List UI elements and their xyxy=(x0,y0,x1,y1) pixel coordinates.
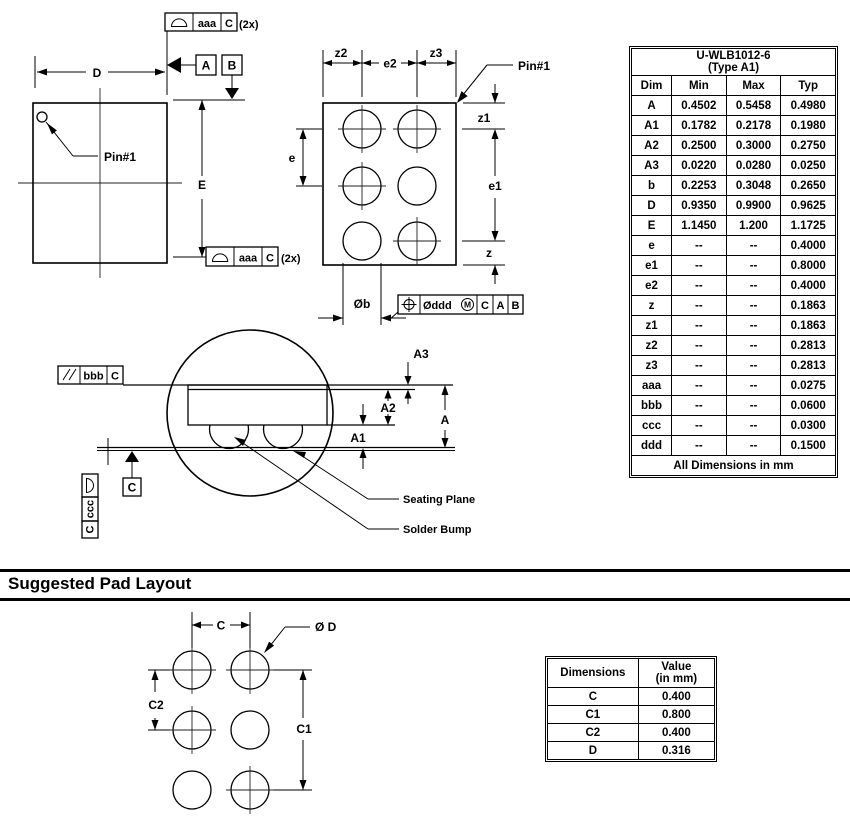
table-row xyxy=(632,376,836,396)
pin1-label: Pin#1 xyxy=(104,150,137,164)
profile-of-surface-icon xyxy=(172,19,187,27)
solder-bump-label: Solder Bump xyxy=(403,524,472,536)
pad-value-table-body xyxy=(548,688,715,760)
table-row xyxy=(632,276,836,296)
table-cell: A2 xyxy=(632,136,672,156)
dim-e1-label: e1 xyxy=(488,179,502,193)
svg-text:A: A xyxy=(201,58,211,73)
table-cell: -- xyxy=(672,256,727,276)
table-row xyxy=(548,742,715,760)
fcf-parallelism xyxy=(58,366,123,384)
table-cell: 0.400 xyxy=(638,688,714,706)
table-cell: 0.2178 xyxy=(726,116,781,136)
svg-text:bbb: bbb xyxy=(83,370,104,383)
table-cell: 0.800 xyxy=(638,706,714,724)
table-row xyxy=(632,396,836,416)
table-cell: -- xyxy=(672,336,727,356)
fcf-position xyxy=(389,295,523,320)
table-row xyxy=(548,724,715,742)
dim-e-pitch-label: e xyxy=(288,151,296,165)
table-row xyxy=(632,96,836,116)
pad-array xyxy=(168,646,274,814)
table-cell: 0.1500 xyxy=(781,436,836,456)
table-cell: 0.3048 xyxy=(726,176,781,196)
datum-triangle xyxy=(125,451,139,462)
svg-text:(2x): (2x) xyxy=(281,253,301,265)
table-cell: 1.1450 xyxy=(672,216,727,236)
table-cell: -- xyxy=(672,376,727,396)
svg-text:B: B xyxy=(511,300,520,312)
table-cell: 0.0300 xyxy=(781,416,836,436)
svg-text:A: A xyxy=(496,300,505,312)
table-cell: b xyxy=(632,176,672,196)
table-cell: 1.1725 xyxy=(781,216,836,236)
table-row xyxy=(632,256,836,276)
table-row xyxy=(632,156,836,176)
table-cell: ddd xyxy=(632,436,672,456)
table-cell: 0.8000 xyxy=(781,256,836,276)
table-row xyxy=(632,356,836,376)
table-cell: 0.2253 xyxy=(672,176,727,196)
dim-z2-label: z2 xyxy=(334,46,348,60)
true-position-icon xyxy=(402,297,417,312)
svg-text:C: C xyxy=(84,525,97,534)
dim-phi-d-label: Ø D xyxy=(315,620,337,634)
dim-d-label: D xyxy=(92,66,102,80)
table-cell: e2 xyxy=(632,276,672,296)
col-header-dim: Dim xyxy=(632,76,672,96)
table-cell: z xyxy=(632,296,672,316)
table-cell: -- xyxy=(672,296,727,316)
table-cell: 0.2650 xyxy=(781,176,836,196)
svg-text:C: C xyxy=(127,480,137,495)
datum-c xyxy=(123,451,141,496)
dim-a2-label: A2 xyxy=(380,401,396,415)
table-cell: -- xyxy=(672,316,727,336)
table-cell: C1 xyxy=(548,706,639,724)
table-cell: 0.9625 xyxy=(781,196,836,216)
datum-triangle xyxy=(167,57,181,73)
dim-a-label: A xyxy=(440,413,450,427)
table-cell: bbb xyxy=(632,396,672,416)
table-cell: -- xyxy=(726,276,781,296)
table-cell: ccc xyxy=(632,416,672,436)
datum-b xyxy=(222,55,242,99)
table-cell: C2 xyxy=(548,724,639,742)
dimension-table-body xyxy=(632,96,836,456)
dim-e2-label: e2 xyxy=(383,56,397,71)
table-cell: z1 xyxy=(632,316,672,336)
dim-z1-label: z1 xyxy=(477,111,491,125)
dim-c2-label: C2 xyxy=(148,698,164,712)
table-cell: 1.200 xyxy=(726,216,781,236)
leader-arrow xyxy=(47,123,57,134)
table-cell: D xyxy=(632,196,672,216)
svg-text:M: M xyxy=(463,299,472,310)
col-header-min: Min xyxy=(672,76,727,96)
svg-text:C: C xyxy=(111,370,119,383)
table-row xyxy=(632,296,836,316)
table-cell: aaa xyxy=(632,376,672,396)
table-row xyxy=(632,236,836,256)
package-body-section xyxy=(188,385,327,425)
table-title xyxy=(632,49,836,76)
svg-text:aaa: aaa xyxy=(238,252,258,265)
table-row xyxy=(632,336,836,356)
fcf-profile-side xyxy=(82,474,98,538)
table-row xyxy=(632,316,836,336)
dim-phi-b-label: Øb xyxy=(353,297,371,311)
table-cell: 0.2813 xyxy=(781,336,836,356)
fcf-profile-top xyxy=(165,13,259,31)
table-cell: 0.9350 xyxy=(672,196,727,216)
pad-value-table xyxy=(545,656,717,762)
svg-text:C: C xyxy=(266,252,274,265)
fcf-profile-bottom xyxy=(206,247,301,266)
table-row xyxy=(548,688,715,706)
svg-text:ccc: ccc xyxy=(84,499,97,519)
table-cell: z2 xyxy=(632,336,672,356)
table-cell: 0.9900 xyxy=(726,196,781,216)
table-cell: 0.4000 xyxy=(781,276,836,296)
table-cell: z3 xyxy=(632,356,672,376)
datum-a xyxy=(167,55,216,75)
table-cell: 0.3000 xyxy=(726,136,781,156)
table-row xyxy=(632,216,836,236)
table-cell: -- xyxy=(726,396,781,416)
value-header-line2: (in mm) xyxy=(655,673,698,686)
profile-of-surface-icon xyxy=(213,254,228,262)
table-cell: 0.0220 xyxy=(672,156,727,176)
table-cell: D xyxy=(548,742,639,760)
value-header-line1: Value xyxy=(661,661,692,673)
table-cell: -- xyxy=(672,436,727,456)
table-cell: 0.0250 xyxy=(781,156,836,176)
table-cell: E xyxy=(632,216,672,236)
col-header-dimensions: Dimensions xyxy=(548,659,639,688)
svg-text:C: C xyxy=(225,18,233,30)
table-cell: -- xyxy=(726,376,781,396)
table-title-line2: (Type A1) xyxy=(707,62,760,74)
table-cell: 0.1863 xyxy=(781,316,836,336)
table-cell: -- xyxy=(726,316,781,336)
dim-c-label: C xyxy=(216,618,226,633)
table-cell: -- xyxy=(726,336,781,356)
col-header-max: Max xyxy=(726,76,781,96)
seating-plane-label: Seating Plane xyxy=(403,494,476,506)
table-cell: 0.2750 xyxy=(781,136,836,156)
table-cell: -- xyxy=(726,256,781,276)
table-cell: 0.4502 xyxy=(672,96,727,116)
table-footer-row xyxy=(632,456,836,476)
table-cell: -- xyxy=(726,416,781,436)
table-cell: 0.2813 xyxy=(781,356,836,376)
table-cell: -- xyxy=(726,436,781,456)
table-cell: 0.0275 xyxy=(781,376,836,396)
table-cell: -- xyxy=(672,416,727,436)
table-cell: -- xyxy=(672,396,727,416)
table-cell: -- xyxy=(726,236,781,256)
svg-text:aaa: aaa xyxy=(197,18,217,30)
table-title-line1: U-WLB1012-6 xyxy=(696,50,771,62)
table-cell: 0.0600 xyxy=(781,396,836,416)
table-row xyxy=(632,136,836,156)
table-cell: 0.0280 xyxy=(726,156,781,176)
dim-a3-label: A3 xyxy=(413,347,429,361)
table-cell: 0.5458 xyxy=(726,96,781,116)
parallelism-icon xyxy=(63,369,76,380)
table-cell: 0.1782 xyxy=(672,116,727,136)
dim-z3-label: z3 xyxy=(429,46,443,60)
table-row xyxy=(632,116,836,136)
table-cell: -- xyxy=(726,356,781,376)
table-cell: -- xyxy=(672,236,727,256)
pad-layout-drawing xyxy=(0,560,850,820)
table-cell: e xyxy=(632,236,672,256)
table-header-row xyxy=(632,76,836,96)
dim-z-label: z xyxy=(486,246,492,260)
dimension-table xyxy=(629,46,838,478)
table-row xyxy=(548,706,715,724)
pad-layout-section-title: Suggested Pad Layout xyxy=(8,574,192,593)
table-cell: A3 xyxy=(632,156,672,176)
table-cell: 0.2500 xyxy=(672,136,727,156)
leader-arrow xyxy=(457,91,468,103)
table-cell: -- xyxy=(726,296,781,316)
package-top-view xyxy=(18,13,301,278)
table-cell: -- xyxy=(672,276,727,296)
table-row xyxy=(632,176,836,196)
table-cell: 0.1863 xyxy=(781,296,836,316)
table-cell: A1 xyxy=(632,116,672,136)
table-row xyxy=(632,196,836,216)
svg-text:C: C xyxy=(481,300,489,312)
table-footer: All Dimensions in mm xyxy=(632,456,836,476)
pin1-label-top: Pin#1 xyxy=(518,59,551,73)
datum-triangle xyxy=(225,88,239,99)
pin1-marker xyxy=(37,112,47,122)
svg-text:Øddd: Øddd xyxy=(423,300,452,312)
table-title-row xyxy=(632,49,836,76)
table-row xyxy=(632,436,836,456)
table-cell: 0.1980 xyxy=(781,116,836,136)
table-cell: 0.316 xyxy=(638,742,714,760)
table-cell: 0.4000 xyxy=(781,236,836,256)
table-cell: C xyxy=(548,688,639,706)
dim-a1-label: A1 xyxy=(350,431,366,445)
table-cell: 0.4980 xyxy=(781,96,836,116)
dim-e-label: E xyxy=(197,178,207,192)
table-cell: -- xyxy=(672,356,727,376)
solder-balls xyxy=(338,105,441,265)
table-cell: e1 xyxy=(632,256,672,276)
table-cell: A xyxy=(632,96,672,116)
table-row xyxy=(632,416,836,436)
svg-text:B: B xyxy=(227,58,237,73)
col-header-typ: Typ xyxy=(781,76,836,96)
cross-section-detail xyxy=(58,330,475,538)
svg-text:(2x): (2x) xyxy=(239,19,259,31)
dim-c1-label: C1 xyxy=(296,722,312,736)
col-header-value xyxy=(638,659,714,688)
table-header-row xyxy=(548,659,715,688)
ball-array-view xyxy=(289,46,551,325)
table-cell: 0.400 xyxy=(638,724,714,742)
profile-of-surface-icon xyxy=(87,479,94,493)
leader-arrow xyxy=(293,451,306,458)
